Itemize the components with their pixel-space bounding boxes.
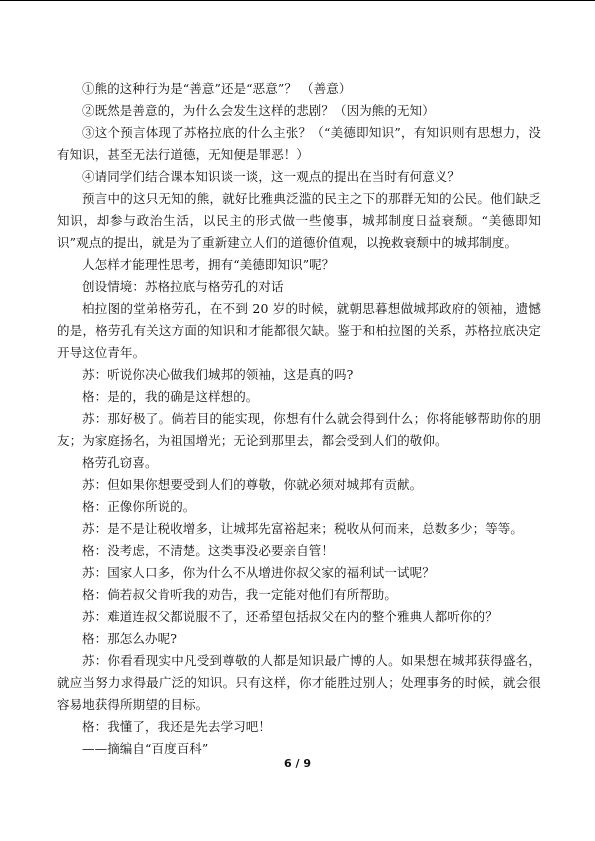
explanation-paragraph: 预言中的这只无知的熊，就好比雅典泛滥的民主之下的那群无知的公民。他们缺乏知识，却参与政治生活，以民主的形式做一些傻事，城邦制度日益衰颓。“美德即知识”观点的提出，就是为了重新建立人们的道德价值观，以挽救衰颓中的城邦制度。 [57,191,541,250]
dialogue-line: 格：那怎么办呢? [82,631,178,646]
dialogue-line: 苏：难道连叔父都说服不了，还希望包括叔父在内的整个雅典人都听你的？ [82,609,498,624]
dialogue-line: 格：没考虑，不清楚。这类事没必要亲自管！ [82,543,335,558]
dialogue-line: 格：是的，我的确是这样想的。 [82,389,259,404]
dialogue-line: 苏：听说你决心做我们城邦的领袖，这是真的吗? [82,367,354,382]
lead-question: 人怎样才能理性思考，拥有“美德即知识”呢？ [82,257,335,272]
dialogue-line: 格：正像你所说的。 [82,499,196,514]
dialogue-line: 格：我懂了，我还是先去学习吧！ [82,719,272,734]
background-paragraph: 柏拉图的堂弟格劳孔，在不到 20 岁的时候，就朝思暮想做城邦政府的领袖，遗憾的是，格劳孔有关这方面的知识和才能都很欠缺。鉴于和柏拉图的关系，苏格拉底决定开导这位青年。 [57,301,541,360]
dialogue-line: 苏：但如果你想要受到人们的尊敬，你就必须对城邦有贡献。 [82,477,423,492]
dialogue-line: 苏：是不是让税收增多，让城邦先富裕起来；税收从何而来，总数多少；等等。 [82,521,524,536]
header-rule [0,0,595,1]
dialogue-line: 苏：那好极了。倘若目的能实现，你想有什么就会得到什么；你将能够帮助你的朋友；为家庭扬名，为祖国增光；无论到那里去，都会受到人们的敬仰。 [57,411,541,448]
scenario-heading: 创设情境：苏格拉底与格劳孔的对话 [82,279,284,294]
document-body [57,78,541,760]
source-citation: ——摘编自“百度百科” [82,741,209,756]
page-number: 6 / 9 [284,757,311,770]
question-3: ③这个预言体现了苏格拉底的什么主张？（“美德即知识”，有知识则有思想力，没有知识，甚至无法行道德，无知便是罪恶！） [57,125,541,162]
question-2: ②既然是善意的，为什么会发生这样的悲剧？（因为熊的无知） [82,103,435,118]
question-4: ④请同学们结合课本知识谈一谈，这一观点的提出在当时有何意义？ [82,169,461,184]
narration-line: 格劳孔窃喜。 [82,455,158,470]
dialogue-line: 苏：国家人口多，你为什么不从增进你叔父家的福利试一试呢？ [82,565,435,580]
dialogue-line: 苏：你看看现实中凡受到尊敬的人都是知识最广博的人。如果想在城邦获得盛名，就应当努力求得最广泛的知识。只有这样，你才能胜过别人；处理事务的时候，就会很容易地获得所期望的目标。 [57,653,541,712]
dialogue-line: 格：倘若叔父肯听我的劝告，我一定能对他们有所帮助。 [82,587,398,602]
question-1: ①熊的这种行为是“善意”还是“恶意”？ （善意） [82,81,352,96]
